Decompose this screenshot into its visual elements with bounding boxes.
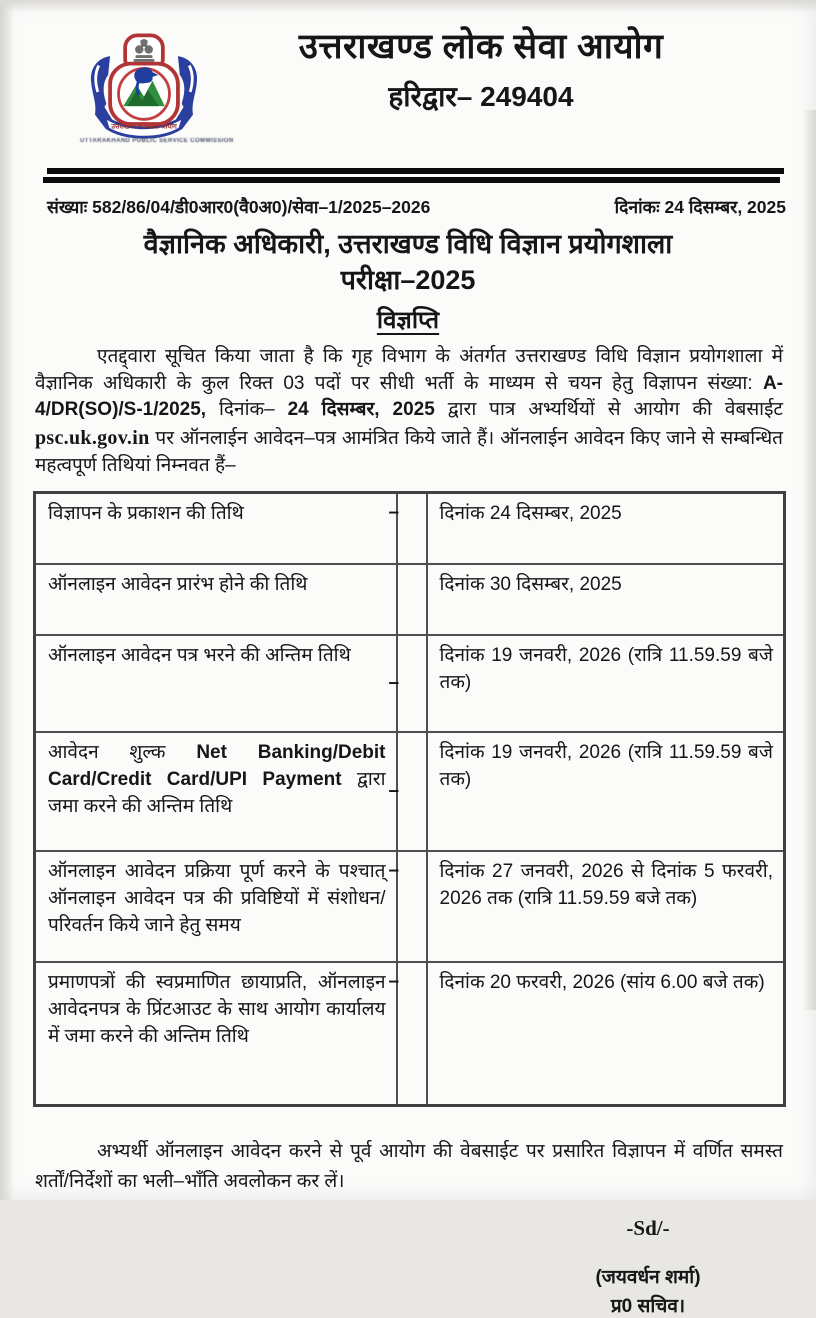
advisory-note: अभ्यर्थी ऑनलाइन आवेदन करने से पूर्व आयोग की वेबसाईट पर प्रसारित विज्ञापन में वर्णित समस्त शर्तों/निर्देशों का भली–भाँति अवलोकन कर लें। [35, 1141, 783, 1192]
signatory-name: (जयवर्धन शर्मा) [595, 1267, 701, 1289]
upsc-emblem-icon [78, 24, 210, 142]
date-row-separator [388, 962, 427, 1106]
table-row [35, 851, 785, 962]
date-row-value: दिनांक 19 जनवरी, 2026 (रात्रि 11.59.59 बजे तक) [427, 732, 785, 851]
date-row-value: दिनांक 24 दिसम्बर, 2025 [427, 493, 785, 565]
rule-bar [47, 168, 784, 174]
emblem-caption: UTTARAKHAND PUBLIC SERVICE COMMISSION [80, 138, 234, 144]
intro-text: द्वारा पात्र अभ्यर्थियों से आयोग की वेबसाईट [434, 399, 783, 421]
advertisement-date: 24 दिसम्बर, 2025 [287, 399, 435, 421]
date-row-label: ऑनलाइन आवेदन पत्र भरने की अन्तिम तिथि [35, 635, 397, 732]
advertisement-number: A-4/DR(SO)/S-1/2025, [35, 372, 783, 421]
label-text: द्वारा जमा करने की अन्तिम तिथि [48, 769, 386, 818]
dash-icon: – [388, 971, 400, 993]
dash-icon: – [388, 672, 400, 694]
document-title-line2: परीक्षा–2025 [340, 264, 476, 295]
date-row-label: ऑनलाइन आवेदन प्रारंभ होने की तिथि [35, 564, 397, 635]
date-row-separator [397, 564, 427, 635]
date-row-label: प्रमाणपत्रों की स्वप्रमाणित छायाप्रति, ऑनलाइन आवेदनपत्र के प्रिंटआउट के साथ आयोग कार्यालय में जमा करने की अन्तिम तिथि [35, 962, 397, 1106]
reference-line [0, 189, 816, 219]
organization-name: उत्तराखण्ड लोक सेवा आयोग [298, 27, 664, 66]
table-row [35, 962, 785, 1106]
table-row [35, 635, 785, 732]
document-title-line1: वैज्ञानिक अधिकारी, उत्तराखण्ड विधि विज्ञान प्रयोगशाला [143, 229, 673, 259]
dash-icon: – [388, 502, 400, 524]
date-row-label: ऑनलाइन आवेदन प्रक्रिया पूर्ण करने के पश्चात् ऑनलाइन आवेदन पत्र की प्रविष्टियों में संशोधन/परिवर्तन किये जाने हेतु समय [35, 851, 397, 962]
date-row-separator [388, 732, 427, 851]
letterhead [0, 0, 816, 162]
intro-text: पर ऑनलाईन आवेदन–पत्र आमंत्रित किये जाते हैं। ऑनलाईन आवेदन किए जाने से सम्बन्धित महत्वपूर्ण तिथियां निम्नवत हैं– [35, 428, 783, 476]
date-row-value: दिनांक 30 दिसम्बर, 2025 [427, 564, 785, 635]
table-row [35, 732, 785, 851]
table-row [35, 564, 785, 635]
label-text: आवेदन शुल्क [48, 742, 197, 764]
date-row-value: दिनांक 27 जनवरी, 2026 से दिनांक 5 फरवरी, 2026 तक (रात्रि 11.59.59 बजे तक) [427, 851, 785, 962]
dash-icon: – [388, 860, 400, 882]
commission-website: psc.uk.gov.in [35, 427, 150, 450]
divider-double-rule [47, 168, 784, 183]
signature-block [538, 1216, 758, 1318]
date-row-separator [388, 851, 427, 962]
date-row-separator [388, 635, 427, 732]
scan-shadow-left [0, 0, 14, 1200]
rule-bar [43, 177, 780, 183]
notification-heading: विज्ञप्ति [376, 307, 440, 335]
document-title [0, 227, 816, 298]
date-row-label [35, 732, 397, 851]
signature-sd: -Sd/- [626, 1216, 670, 1241]
issue-date: दिनांकः 24 दिसम्बर, 2025 [614, 197, 786, 217]
date-row-separator [388, 493, 427, 565]
signatory-designation: प्र0 सचिव। [610, 1296, 686, 1318]
date-row-value: दिनांक 19 जनवरी, 2026 (रात्रि 11.59.59 बजे तक) [427, 635, 785, 732]
table-row [35, 493, 785, 565]
svg-text:उत्तराखण्ड लोकसेवा आयोग: उत्तराखण्ड लोकसेवा आयोग [111, 123, 177, 131]
organization-location: हरिद्वार– 249404 [388, 81, 574, 112]
important-dates-table [33, 491, 786, 1107]
reference-number: संख्याः 582/86/04/डी0आर0(वै0अ0)/सेवा–1/2025–2026 [47, 197, 431, 217]
date-row-label: विज्ञापन के प्रकाशन की तिथि [35, 493, 397, 565]
dash-icon: – [388, 780, 400, 802]
intro-paragraph [35, 344, 783, 479]
intro-text: एतद्द्वारा सूचित किया जाता है कि गृह विभाग के अंतर्गत उत्तराखण्ड विधि विज्ञान प्रयोगशाला में वैज्ञानिक अधिकारी के कुल रिक्त 03 पदों पर सीधी भर्ती के माध्यम से चयन हेतु विज्ञापन संख्या: [35, 346, 783, 394]
payment-modes-text: Net Banking/Debit Card/Credit Card/UPI Payment [48, 742, 386, 791]
date-row-value: दिनांक 20 फरवरी, 2026 (सांय 6.00 बजे तक) [427, 962, 785, 1106]
intro-text: दिनांक– [206, 399, 288, 421]
